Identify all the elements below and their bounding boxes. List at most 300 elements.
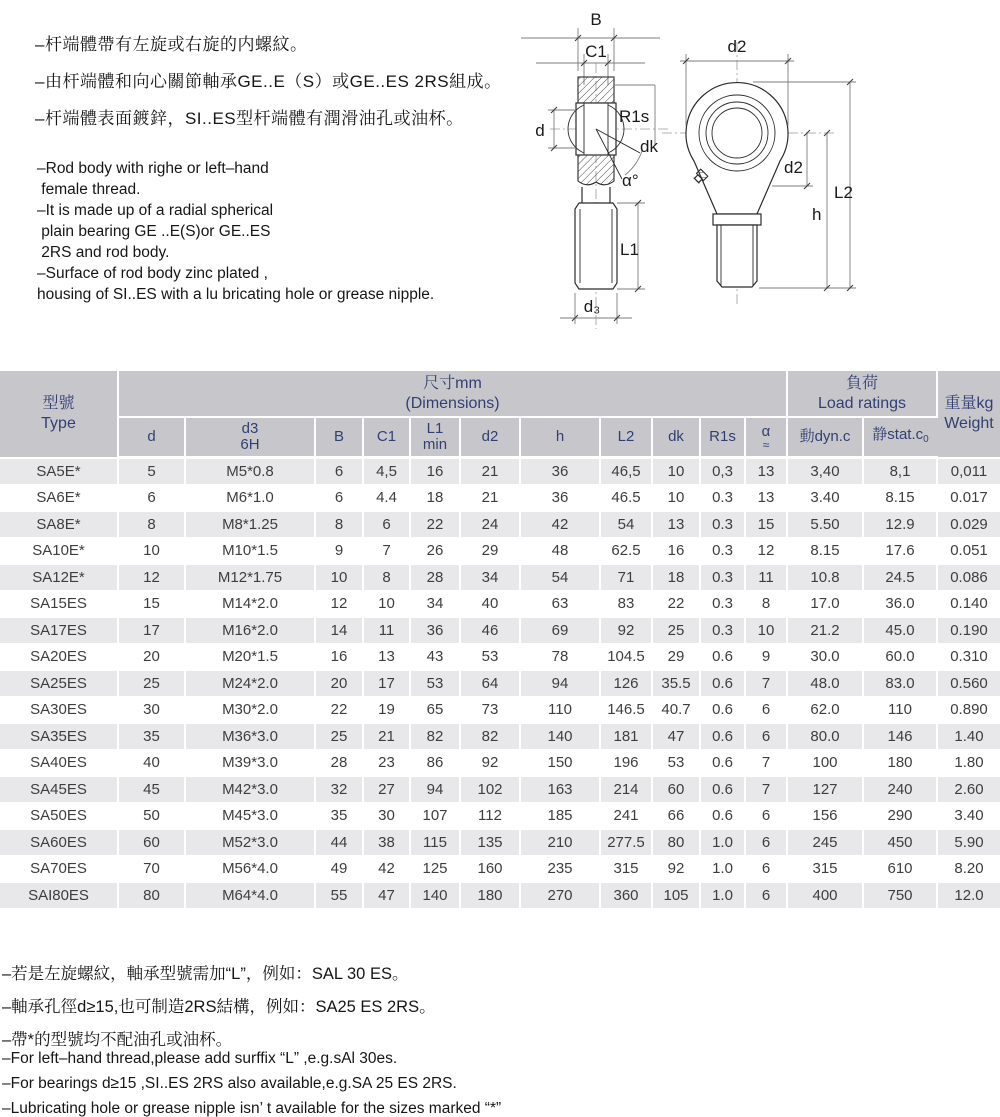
cell-dk: 92 [652,856,700,883]
cell-B: 32 [315,776,363,803]
cell-dyn-c: 62.0 [787,697,863,724]
cell-L2: 360 [600,882,652,909]
cell-weight: 0.029 [937,511,1000,538]
label-R1s: R1s [619,107,650,126]
cell-type: SA12E* [0,564,118,591]
cell-type: SA50ES [0,803,118,830]
cell-type: SA45ES [0,776,118,803]
note-line: –For bearings d≥15 ,SI..ES 2RS also available,e.g.SA 25 ES 2RS. [2,1075,457,1092]
cell-L2: 126 [600,670,652,697]
cell-alpha: 6 [745,856,787,883]
cell-type: SA5E* [0,458,118,485]
table-row [0,750,1000,777]
cell-d3: M36*3.0 [185,723,315,750]
cell-dk: 18 [652,564,700,591]
col-d3-6H: d3 6H [185,417,315,458]
label-L2: L2 [834,183,853,202]
front-view-drawing [660,28,1000,318]
cell-d2: 34 [460,564,520,591]
cell-d: 40 [118,750,185,777]
cell-C1: 27 [363,776,410,803]
cell-h: 270 [520,882,600,909]
cell-d: 45 [118,776,185,803]
table-body [0,458,1000,909]
cell-weight: 2.60 [937,776,1000,803]
table-row [0,697,1000,724]
cell-R1s: 0.6 [700,670,745,697]
cell-L1: 86 [410,750,460,777]
cell-d: 12 [118,564,185,591]
cell-dk: 60 [652,776,700,803]
cell-L2: 54 [600,511,652,538]
cell-dk: 10 [652,458,700,485]
col-L1-min: L1 min [410,417,460,458]
cell-d: 60 [118,829,185,856]
cell-dk: 13 [652,511,700,538]
col-d: d [118,417,185,458]
label-L1: L1 [620,240,639,259]
cell-type: SA40ES [0,750,118,777]
cell-B: 22 [315,697,363,724]
cell-B: 8 [315,511,363,538]
cell-L2: 196 [600,750,652,777]
cell-d: 50 [118,803,185,830]
cell-R1s: 0.3 [700,538,745,565]
cell-alpha: 6 [745,882,787,909]
note-line: –Lubricating hole or grease nipple isn’ t available for the sizes marked “*” [2,1100,502,1117]
cell-d2: 135 [460,829,520,856]
cell-type: SA35ES [0,723,118,750]
cell-d3: M8*1.25 [185,511,315,538]
table-row [0,458,1000,485]
cell-type: SA10E* [0,538,118,565]
cell-B: 12 [315,591,363,618]
cell-type: SA70ES [0,856,118,883]
cell-stat-c0: 180 [863,750,937,777]
cell-L2: 315 [600,856,652,883]
cell-B: 14 [315,617,363,644]
cell-dyn-c: 3,40 [787,458,863,485]
cell-B: 49 [315,856,363,883]
cell-d2: 180 [460,882,520,909]
cell-weight: 0.190 [937,617,1000,644]
cell-d: 80 [118,882,185,909]
cell-L2: 241 [600,803,652,830]
note-line: –帶*的型號均不配油孔或油杯。 [2,1031,233,1049]
cell-alpha: 9 [745,644,787,671]
cell-B: 10 [315,564,363,591]
cell-h: 185 [520,803,600,830]
table-row [0,803,1000,830]
cell-d2: 21 [460,458,520,485]
cell-d3: M16*2.0 [185,617,315,644]
housing-lower [578,155,614,185]
note-line: –Surface of rod body zinc plated , [37,265,268,282]
cell-C1: 4.4 [363,485,410,512]
cell-d: 10 [118,538,185,565]
cell-L2: 62.5 [600,538,652,565]
cell-h: 235 [520,856,600,883]
cell-L2: 181 [600,723,652,750]
cell-C1: 10 [363,591,410,618]
cell-weight: 0.140 [937,591,1000,618]
cell-d2: 73 [460,697,520,724]
bottom-notes-english [2,1046,501,1117]
cell-L1: 107 [410,803,460,830]
cell-B: 6 [315,485,363,512]
cell-dyn-c: 3.40 [787,485,863,512]
cell-dyn-c: 10.8 [787,564,863,591]
note-line: –杆端體帶有左旋或右旋的内螺紋。 [35,35,308,54]
cell-h: 94 [520,670,600,697]
cell-B: 28 [315,750,363,777]
label-d2-top: d2 [727,37,747,56]
cell-C1: 47 [363,882,410,909]
cell-h: 140 [520,723,600,750]
col-d2: d2 [460,417,520,458]
cell-L2: 146.5 [600,697,652,724]
cell-C1: 38 [363,829,410,856]
cell-alpha: 7 [745,670,787,697]
note-line: –Rod body with righe or left–hand [37,160,269,177]
cell-d3: M30*2.0 [185,697,315,724]
label-alpha: α° [622,171,639,190]
shank [717,225,757,287]
cell-C1: 17 [363,670,410,697]
cell-d: 15 [118,591,185,618]
cell-L1: 125 [410,856,460,883]
col-alpha: α ≈ [745,417,787,458]
cell-C1: 11 [363,617,410,644]
cell-B: 35 [315,803,363,830]
cell-C1: 4,5 [363,458,410,485]
cell-L1: 34 [410,591,460,618]
cell-B: 25 [315,723,363,750]
cell-R1s: 1.0 [700,829,745,856]
col-dk: dk [652,417,700,458]
cell-C1: 23 [363,750,410,777]
cell-dyn-c: 30.0 [787,644,863,671]
cell-L1: 26 [410,538,460,565]
cell-weight: 0.086 [937,564,1000,591]
cell-d2: 92 [460,750,520,777]
cell-L1: 22 [410,511,460,538]
note-line: –杆端體表面鍍鋅，SI..ES型杆端體有潤滑油孔或油杯。 [35,109,464,128]
cell-d3: M24*2.0 [185,670,315,697]
cell-B: 16 [315,644,363,671]
cell-stat-c0: 8.15 [863,485,937,512]
side-view-drawing [518,5,683,340]
col-R1s: R1s [700,417,745,458]
cell-L1: 115 [410,829,460,856]
cell-dk: 29 [652,644,700,671]
cell-L2: 83 [600,591,652,618]
cell-weight: 3.40 [937,803,1000,830]
table-row [0,485,1000,512]
label-dk: dk [640,137,658,156]
cell-dk: 66 [652,803,700,830]
cell-d2: 82 [460,723,520,750]
cell-d3: M56*4.0 [185,856,315,883]
cell-type: SA8E* [0,511,118,538]
cell-dk: 40.7 [652,697,700,724]
cell-R1s: 0.3 [700,591,745,618]
cell-d: 6 [118,485,185,512]
label-d3: d₃ [583,297,601,316]
dimension-h [824,130,830,291]
cell-weight: 0.560 [937,670,1000,697]
cell-B: 9 [315,538,363,565]
cell-L2: 277.5 [600,829,652,856]
cell-alpha: 13 [745,458,787,485]
cell-weight: 0,011 [937,458,1000,485]
cell-dyn-c: 100 [787,750,863,777]
cell-L1: 18 [410,485,460,512]
cell-d: 30 [118,697,185,724]
cell-L1: 65 [410,697,460,724]
cell-type: SA30ES [0,697,118,724]
cell-d2: 29 [460,538,520,565]
cell-d: 20 [118,644,185,671]
table-row [0,776,1000,803]
cell-C1: 7 [363,538,410,565]
table-row [0,856,1000,883]
cell-R1s: 0.6 [700,723,745,750]
cell-stat-c0: 450 [863,829,937,856]
cell-d2: 160 [460,856,520,883]
cell-dk: 35.5 [652,670,700,697]
cell-R1s: 0.6 [700,803,745,830]
cell-stat-c0: 24.5 [863,564,937,591]
table-row [0,882,1000,909]
cell-d2: 64 [460,670,520,697]
cell-d: 70 [118,856,185,883]
cell-weight: 12.0 [937,882,1000,909]
cell-alpha: 7 [745,750,787,777]
cell-R1s: 0,3 [700,458,745,485]
cell-weight: 0.051 [937,538,1000,565]
col-C1: C1 [363,417,410,458]
cell-stat-c0: 8,1 [863,458,937,485]
table-row [0,644,1000,671]
cell-h: 78 [520,644,600,671]
cell-alpha: 7 [745,776,787,803]
header-load-ratings: 負荷 Load ratings [787,371,937,417]
cell-weight: 1.80 [937,750,1000,777]
cell-L1: 43 [410,644,460,671]
cell-d2: 24 [460,511,520,538]
table-row [0,617,1000,644]
cell-d: 8 [118,511,185,538]
cell-stat-c0: 83.0 [863,670,937,697]
cell-alpha: 6 [745,803,787,830]
cell-L2: 71 [600,564,652,591]
cell-R1s: 1.0 [700,882,745,909]
cell-d3: M42*3.0 [185,776,315,803]
cell-dyn-c: 48.0 [787,670,863,697]
cell-type: SA25ES [0,670,118,697]
cell-L2: 104.5 [600,644,652,671]
cell-weight: 8.20 [937,856,1000,883]
cell-dyn-c: 5.50 [787,511,863,538]
cell-C1: 19 [363,697,410,724]
cell-dyn-c: 17.0 [787,591,863,618]
cell-dyn-c: 156 [787,803,863,830]
cell-type: SA15ES [0,591,118,618]
cell-dk: 16 [652,538,700,565]
cell-h: 36 [520,458,600,485]
collar [713,214,761,225]
cell-L2: 46,5 [600,458,652,485]
col-h: h [520,417,600,458]
cell-d: 5 [118,458,185,485]
cell-dk: 80 [652,829,700,856]
cell-stat-c0: 750 [863,882,937,909]
cell-alpha: 15 [745,511,787,538]
cell-weight: 5.90 [937,829,1000,856]
cell-d2: 112 [460,803,520,830]
note-line: 2RS and rod body. [37,244,170,261]
bottom-notes-chinese [2,958,436,1057]
cell-C1: 30 [363,803,410,830]
cell-weight: 0.310 [937,644,1000,671]
dimensions-table [0,371,1000,910]
note-line: housing of SI..ES with a lu bricating hole or grease nipple. [37,286,435,303]
label-d2-inner: d2 [784,158,803,177]
label-h: h [812,205,822,224]
cell-B: 55 [315,882,363,909]
cell-d2: 40 [460,591,520,618]
cell-alpha: 6 [745,829,787,856]
cell-alpha: 6 [745,723,787,750]
cell-stat-c0: 60.0 [863,644,937,671]
cell-d3: M64*4.0 [185,882,315,909]
table-row [0,511,1000,538]
cell-alpha: 13 [745,485,787,512]
cell-d3: M52*3.0 [185,829,315,856]
table-row [0,538,1000,565]
cell-L1: 53 [410,670,460,697]
cell-dk: 22 [652,591,700,618]
cell-C1: 8 [363,564,410,591]
cell-d3: M5*0.8 [185,458,315,485]
cell-alpha: 6 [745,697,787,724]
cell-weight: 1.40 [937,723,1000,750]
cell-R1s: 0.6 [700,750,745,777]
cell-stat-c0: 610 [863,856,937,883]
col-dyn-c: 動dyn.c [787,417,863,458]
cell-dk: 47 [652,723,700,750]
cell-type: SA60ES [0,829,118,856]
cell-type: SA20ES [0,644,118,671]
cell-R1s: 0.3 [700,485,745,512]
table-row [0,564,1000,591]
cell-stat-c0: 12.9 [863,511,937,538]
cell-d3: M20*1.5 [185,644,315,671]
cell-L1: 82 [410,723,460,750]
cell-alpha: 11 [745,564,787,591]
cell-L1: 28 [410,564,460,591]
cell-stat-c0: 290 [863,803,937,830]
table-row [0,591,1000,618]
cell-stat-c0: 17.6 [863,538,937,565]
cell-R1s: 0.3 [700,617,745,644]
cell-stat-c0: 110 [863,697,937,724]
cell-h: 63 [520,591,600,618]
cell-dyn-c: 245 [787,829,863,856]
note-line: –若是左旋螺紋，軸承型號需加“L”，例如：SAL 30 ES。 [2,965,409,983]
cell-d3: M39*3.0 [185,750,315,777]
cell-h: 110 [520,697,600,724]
housing-upper [578,77,614,103]
cell-alpha: 12 [745,538,787,565]
cell-d3: M12*1.75 [185,564,315,591]
cell-h: 54 [520,564,600,591]
header-type: 型號 Type [0,371,118,458]
note-line: –軸承孔徑d≥15,也可制造2RS結構，例如：SA25 ES 2RS。 [2,998,436,1016]
cell-stat-c0: 240 [863,776,937,803]
cell-stat-c0: 36.0 [863,591,937,618]
cell-C1: 42 [363,856,410,883]
cell-dyn-c: 8.15 [787,538,863,565]
cell-dyn-c: 21.2 [787,617,863,644]
cell-d2: 102 [460,776,520,803]
cell-L1: 94 [410,776,460,803]
cell-R1s: 0.3 [700,511,745,538]
label-C1: C1 [585,42,607,61]
cell-R1s: 0.6 [700,697,745,724]
cell-d2: 53 [460,644,520,671]
cell-d2: 46 [460,617,520,644]
note-line: –For left–hand thread,please add surffix “L” ,e.g.sAl 30es. [2,1050,398,1067]
cell-L2: 46.5 [600,485,652,512]
table-row [0,670,1000,697]
cell-d3: M10*1.5 [185,538,315,565]
cell-L1: 36 [410,617,460,644]
cell-L2: 92 [600,617,652,644]
cell-L1: 140 [410,882,460,909]
cell-B: 44 [315,829,363,856]
cell-d: 25 [118,670,185,697]
cell-R1s: 0.3 [700,564,745,591]
cell-h: 163 [520,776,600,803]
cell-R1s: 1.0 [700,856,745,883]
col-stat-c0: 静$stat.c_0$ [863,417,937,458]
cell-C1: 13 [363,644,410,671]
cell-weight: 0.890 [937,697,1000,724]
cell-h: 42 [520,511,600,538]
cell-C1: 6 [363,511,410,538]
top-notes-english [37,158,434,305]
cell-dk: 53 [652,750,700,777]
cell-L1: 16 [410,458,460,485]
cell-R1s: 0.6 [700,644,745,671]
cell-d: 17 [118,617,185,644]
note-line: female thread. [37,181,141,198]
cell-stat-c0: 45.0 [863,617,937,644]
cell-dk: 25 [652,617,700,644]
note-line: –由杆端體和向心關節軸承GE..E（S）或GE..ES 2RS組成。 [35,72,502,91]
cell-dk: 10 [652,485,700,512]
cell-alpha: 8 [745,591,787,618]
cell-weight: 0.017 [937,485,1000,512]
cell-h: 150 [520,750,600,777]
cell-type: SA6E* [0,485,118,512]
cell-R1s: 0.6 [700,776,745,803]
cell-h: 69 [520,617,600,644]
cell-type: SAI80ES [0,882,118,909]
note-line: plain bearing GE ..E(S)or GE..ES [37,223,271,240]
